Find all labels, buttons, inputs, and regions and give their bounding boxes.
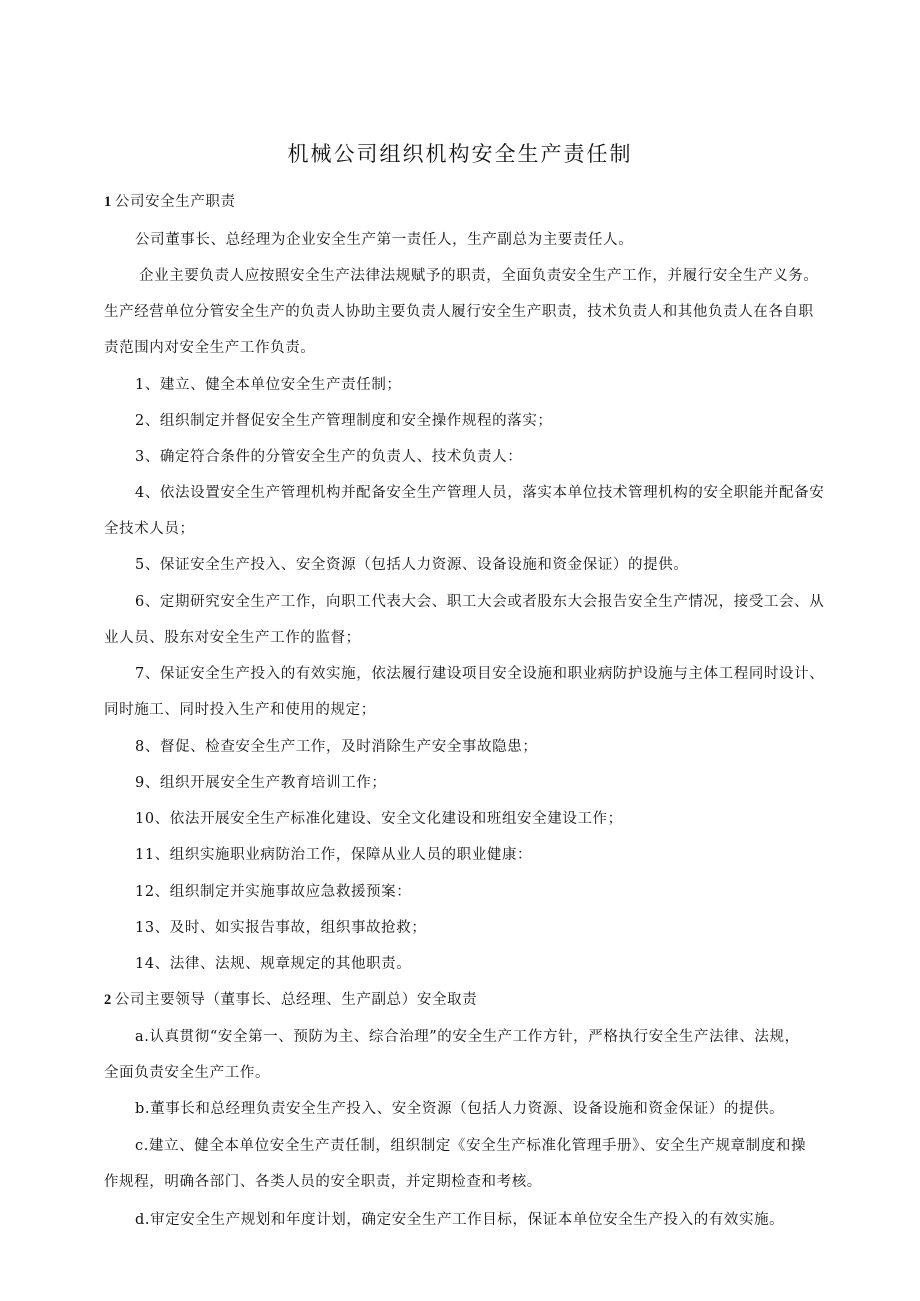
list-item: 10、依法开展安全生产标准化建设、安全文化建设和班组安全建设工作； — [135, 811, 623, 827]
list-item: 6、定期研究安全生产工作，向职工代表大会、职工大会或者股东大会报告安全生产情况，接受工会、从 — [135, 594, 825, 610]
list-item-continuation: 全面负责安全生产工作。 — [104, 1065, 271, 1081]
list-item: 5、保证安全生产投入、安全资源（包括人力资源、设备设施和资金保证）的提供。 — [135, 557, 689, 573]
section-1-paragraph-1: 公司董事长、总经理为企业安全生产第一责任人，生产副总为主要责任人。 — [135, 232, 634, 248]
section-1-heading — [104, 190, 236, 211]
list-item-continuation: 全技术人员； — [104, 521, 195, 537]
list-item: d.审定安全生产规划和年度计划，确定安全生产工作目标，保证本单位安全生产投入的有效实施。 — [135, 1212, 785, 1228]
list-item: 12、组织制定并实施事故应急救援预案： — [135, 884, 412, 900]
list-item: a.认真贯彻“安全第一、预防为主、综合治理”的安全生产工作方针，严格执行安全生产法律、法规， — [135, 1029, 800, 1045]
list-item: 4、依法设置安全生产管理机构并配备安全生产管理人员，落实本单位技术管理机构的安全职能并配备安 — [135, 485, 825, 501]
section-1-paragraph-2-line-2: 生产经营单位分管安全生产的负责人协助主要负责人履行安全生产职责，技术负责人和其他负责人在各自职 — [104, 304, 814, 320]
list-item-continuation: 业人员、股东对安全生产工作的监督； — [104, 630, 361, 646]
list-item: 1、建立、健全本单位安全生产责任制； — [135, 377, 402, 393]
document-title: 机械公司组织机构安全生产责任制 — [287, 142, 633, 166]
list-item: 2、组织制定并督促安全生产管理制度和安全操作规程的落实； — [135, 413, 553, 429]
section-2-heading — [104, 988, 477, 1009]
list-item: 8、督促、检查安全生产工作，及时消除生产安全事故隐患； — [135, 739, 538, 755]
list-item: 9、组织开展安全生产教育培训工作； — [135, 775, 387, 791]
list-item-continuation: 作规程，明确各部门、各类人员的安全职责，并定期检查和考核。 — [104, 1174, 542, 1190]
section-1-number: 1 — [104, 194, 112, 210]
section-1-paragraph-2-line-1: 企业主要负责人应按照安全生产法律法规赋予的职责，全面负责安全生产工作，并履行安全生产义务。 — [139, 268, 819, 284]
list-item: 11、组织实施职业病防治工作，保障从业人员的职业健康： — [135, 847, 533, 863]
list-item: c.建立、健全本单位安全生产责任制，组织制定《安全生产标准化管理手册》、安全生产规章制度和操 — [135, 1138, 807, 1154]
section-1-paragraph-2-line-3: 责范围内对安全生产工作负责。 — [104, 340, 316, 356]
section-2-number: 2 — [104, 992, 112, 1008]
list-item: 13、及时、如实报告事故，组织事故抢救； — [135, 920, 427, 936]
section-2-title: 公司主要领导（董事长、总经理、生产副总）安全取责 — [114, 992, 478, 1008]
list-item: b.董事长和总经理负责安全生产投入、安全资源（包括人力资源、设备设施和资金保证）的提供。 — [135, 1101, 785, 1117]
section-1-title: 公司安全生产职责 — [114, 194, 236, 210]
list-item: 7、保证安全生产投入的有效实施，依法履行建设项目安全设施和职业病防护设施与主体工程同时设计、 — [135, 666, 825, 682]
list-item-continuation: 同时施工、同时投入生产和使用的规定； — [104, 702, 376, 718]
list-item: 3、确定符合条件的分管安全生产的负责人、技术负责人： — [135, 449, 523, 465]
list-item: 14、法律、法规、规章规定的其他职责。 — [135, 956, 412, 972]
